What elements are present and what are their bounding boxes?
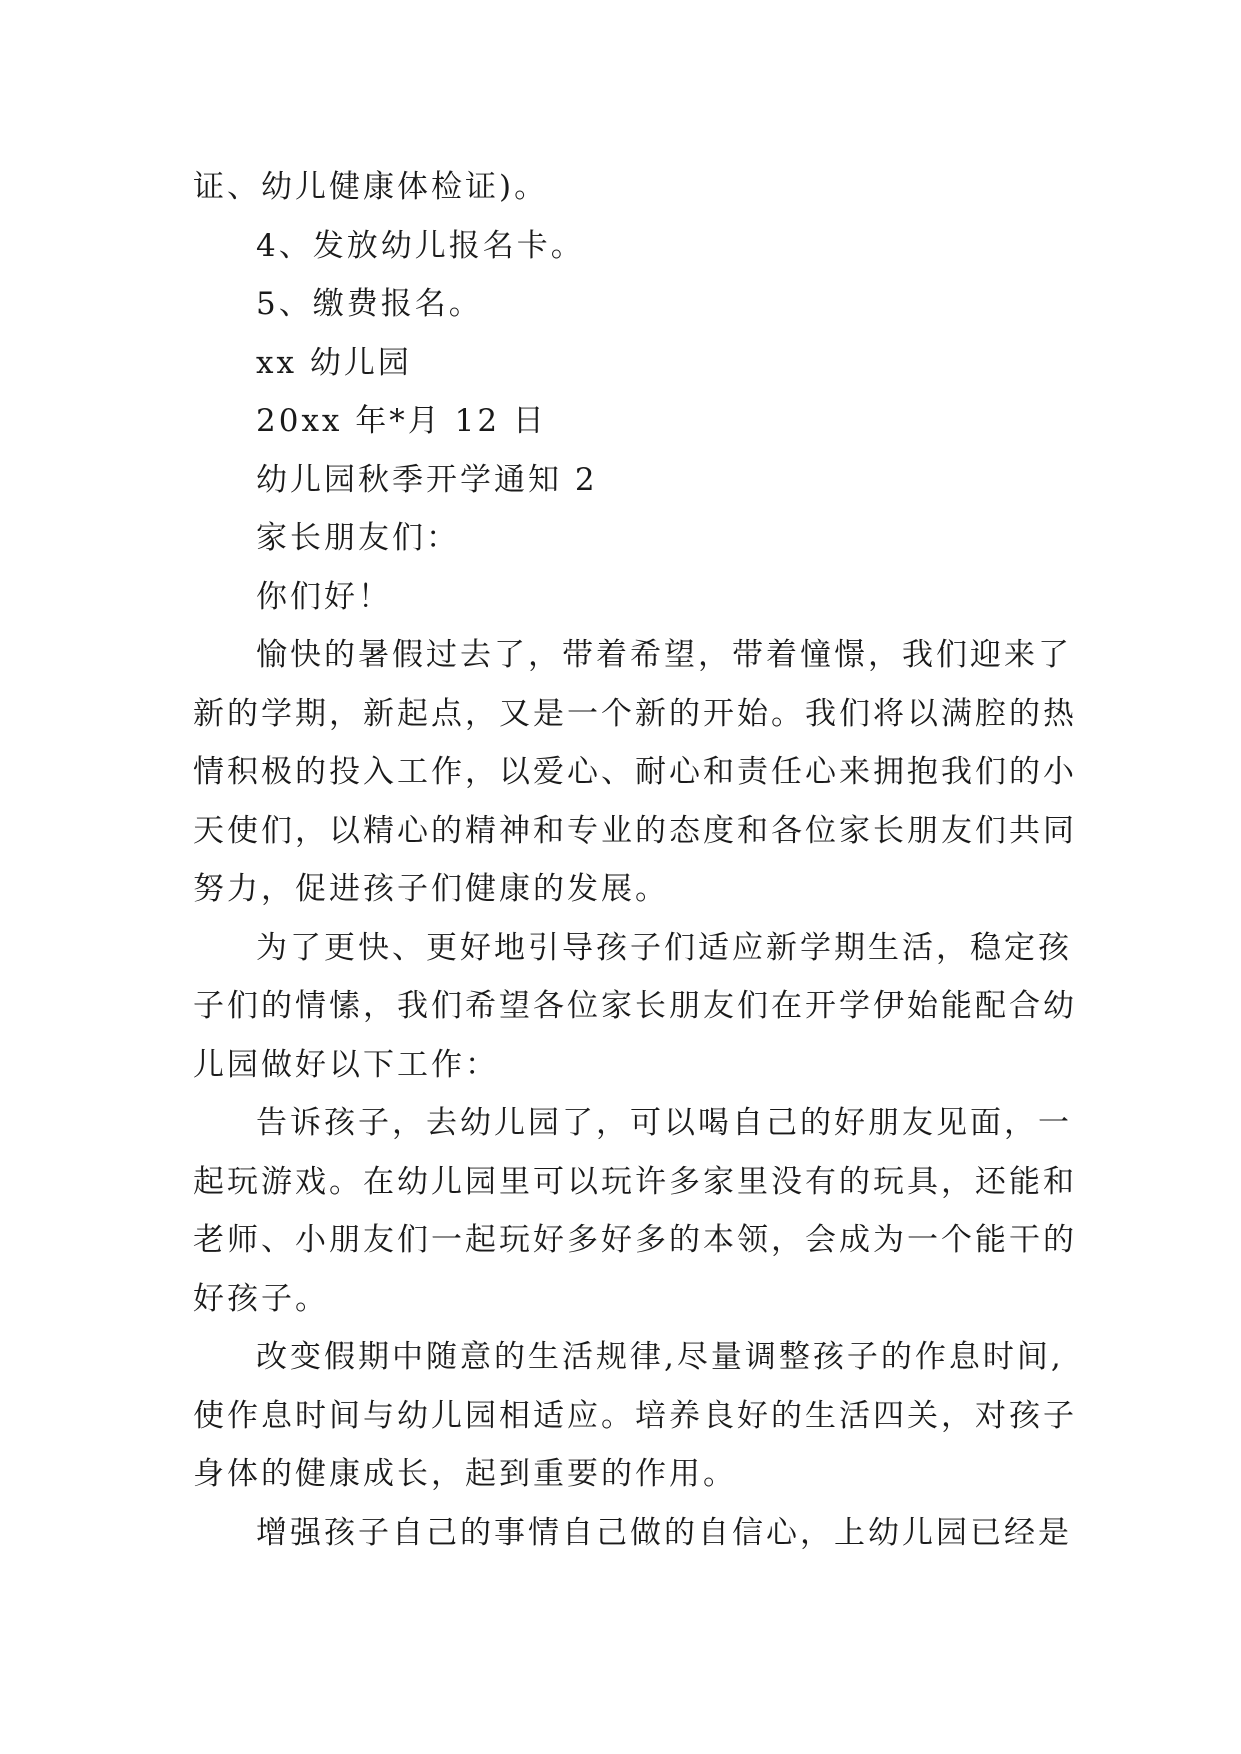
list-item: 4、发放幼儿报名卡。 (256, 227, 585, 264)
paragraph-line: 天使们，以精心的精神和专业的态度和各位家长朋友们共同 (193, 812, 1077, 849)
paragraph-line: 情积极的投入工作，以爱心、耐心和责任心来拥抱我们的小 (193, 754, 1077, 790)
paragraph-line: 愉快的暑假过去了，带着希望，带着憧憬，我们迎来了 (256, 637, 1072, 673)
paragraph-line: 增强孩子自己的事情自己做的自信心，上幼儿园已经是 (256, 1514, 1072, 1551)
greeting: 你们好！ (256, 578, 392, 615)
paragraph-line: 儿园做好以下工作： (193, 1046, 499, 1083)
paragraph-line: 告诉孩子，去幼儿园了，可以喝自己的好朋友见面，一 (256, 1105, 1072, 1141)
salutation: 家长朋友们： (256, 520, 460, 556)
paragraph-line: 子们的情愫，我们希望各位家长朋友们在开学伊始能配合幼 (193, 988, 1077, 1024)
paragraph-line: 身体的健康成长，起到重要的作用。 (193, 1456, 737, 1492)
paragraph-line: 使作息时间与幼儿园相适应。培养良好的生活四关，对孩子 (193, 1397, 1077, 1434)
paragraph-line: 改变假期中随意的生活规律,尽量调整孩子的作息时间, (256, 1339, 1064, 1375)
list-item: 5、缴费报名。 (256, 286, 483, 322)
paragraph-line: 老师、小朋友们一起玩好多好多的本领，会成为一个能干的 (193, 1222, 1077, 1258)
signature-date: 20xx 年*月 12 日 (256, 403, 547, 439)
paragraph-line: 起玩游戏。在幼儿园里可以玩许多家里没有的玩具，还能和 (193, 1163, 1077, 1200)
paragraph-line: 为了更快、更好地引导孩子们适应新学期生活，稳定孩 (256, 929, 1072, 966)
text-line: 证、幼儿健康体检证)。 (193, 169, 549, 205)
paragraph-line: 努力，促进孩子们健康的发展。 (193, 871, 669, 907)
document-body (193, 158, 1077, 1562)
notice-title: 幼儿园秋季开学通知 2 (256, 461, 598, 498)
signature-org: xx 幼儿园 (256, 344, 412, 381)
paragraph-line: 新的学期，新起点，又是一个新的开始。我们将以满腔的热 (193, 695, 1077, 732)
paragraph-line: 好孩子。 (193, 1280, 329, 1317)
